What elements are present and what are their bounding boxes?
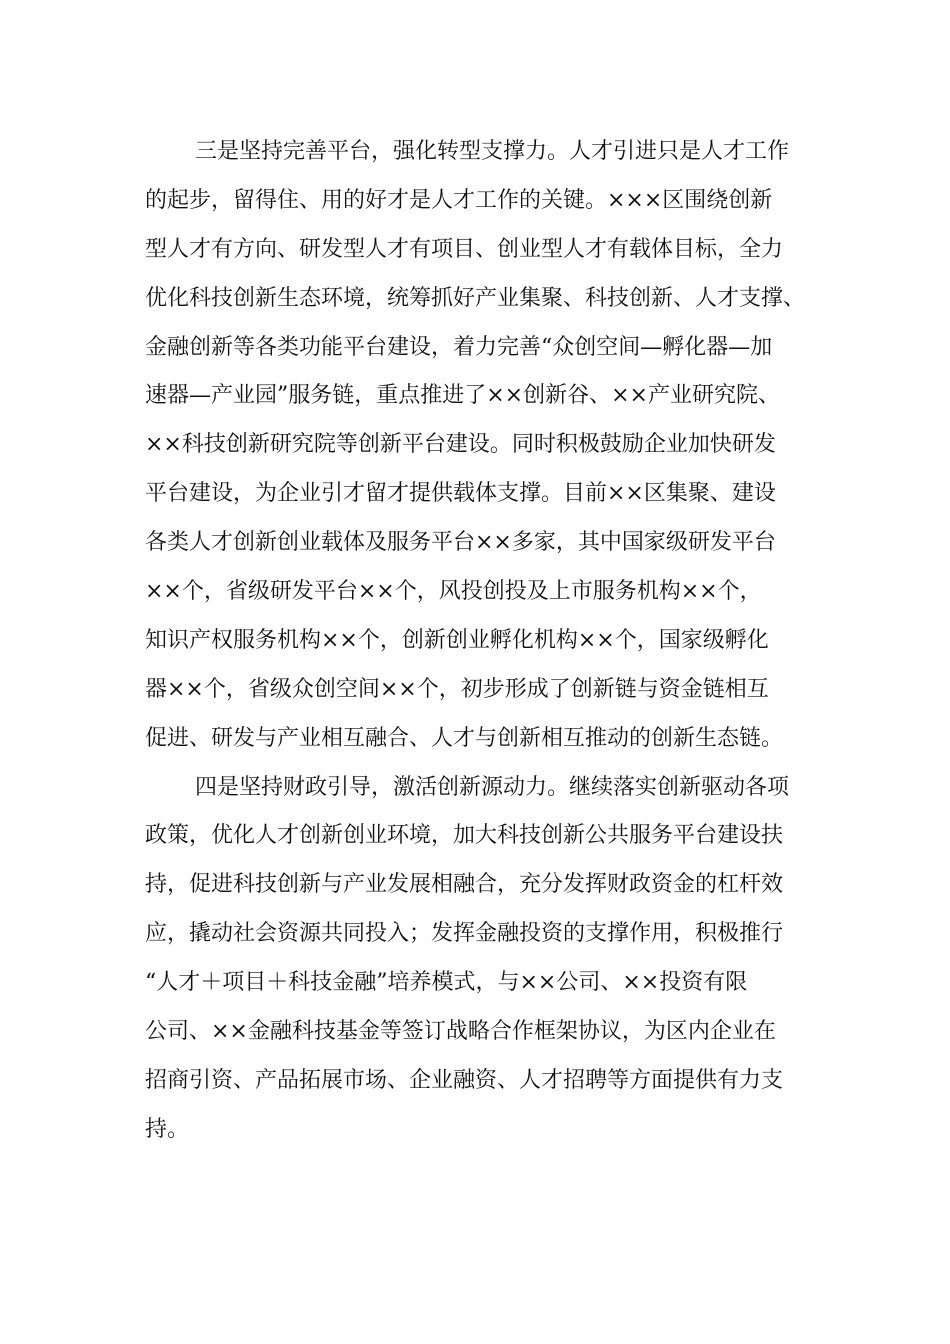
paragraph-line: 的起步，留得住、用的好才是人才工作的关键。×××区围绕创新 <box>145 187 773 213</box>
paragraph-line: 器××个，省级众创空间××个，初步形成了创新链与资金链相互 <box>145 676 769 702</box>
paragraph-line: 公司、××金融科技基金等签订战略合作框架协议，为区内企业在 <box>145 1019 776 1045</box>
paragraph-line: 应，撬动社会资源共同投入；发挥金融投资的支撑作用，积极推行 <box>145 921 784 947</box>
paragraph-line: “人才＋项目＋科技金融”培养模式，与××公司、××投资有限 <box>145 970 748 996</box>
paragraph-line: 知识产权服务机构××个，创新创业孵化机构××个，国家级孵化 <box>145 627 769 653</box>
paragraph-line: 优化科技创新生态环境，统筹抓好产业集聚、科技创新、人才支撑、 <box>145 285 806 311</box>
paragraph-line: 促进、研发与产业相互融合、人才与创新相互推动的创新生态链。 <box>145 725 784 751</box>
paragraph-line: 四是坚持财政引导，激活创新源动力。继续落实创新驱动各项 <box>195 774 790 800</box>
paragraph-line: 各类人才创新创业载体及服务平台××多家，其中国家级研发平台 <box>145 530 776 556</box>
paragraph-line: 平台建设，为企业引才留才提供载体支撑。目前××区集聚、建设 <box>145 481 776 507</box>
paragraph-line: ××个，省级研发平台××个，风投创投及上市服务机构××个， <box>145 579 762 605</box>
paragraph-line: 持，促进科技创新与产业发展相融合，充分发挥财政资金的杠杆效 <box>145 872 784 898</box>
paragraph-line: ××科技创新研究院等创新平台建设。同时积极鼓励企业加快研发 <box>145 432 776 458</box>
paragraph-line: 招商引资、产品拓展市场、企业融资、人才招聘等方面提供有力支 <box>145 1067 784 1093</box>
paragraph-line: 速器—产业园”服务链，重点推进了××创新谷、××产业研究院、 <box>145 383 780 409</box>
paragraph-line: 金融创新等各类功能平台建设，着力完善“众创空间—孵化器—加 <box>145 334 773 360</box>
paragraph-line: 持。 <box>145 1116 190 1142</box>
document-body <box>145 128 811 1155</box>
paragraph-line: 政策，优化人才创新创业环境，加大科技创新公共服务平台建设扶 <box>145 823 784 849</box>
paragraph-line: 三是坚持完善平台，强化转型支撑力。人才引进只是人才工作 <box>195 139 790 164</box>
paragraph-line: 型人才有方向、研发型人才有项目、创业型人才有载体目标，全力 <box>145 236 784 262</box>
